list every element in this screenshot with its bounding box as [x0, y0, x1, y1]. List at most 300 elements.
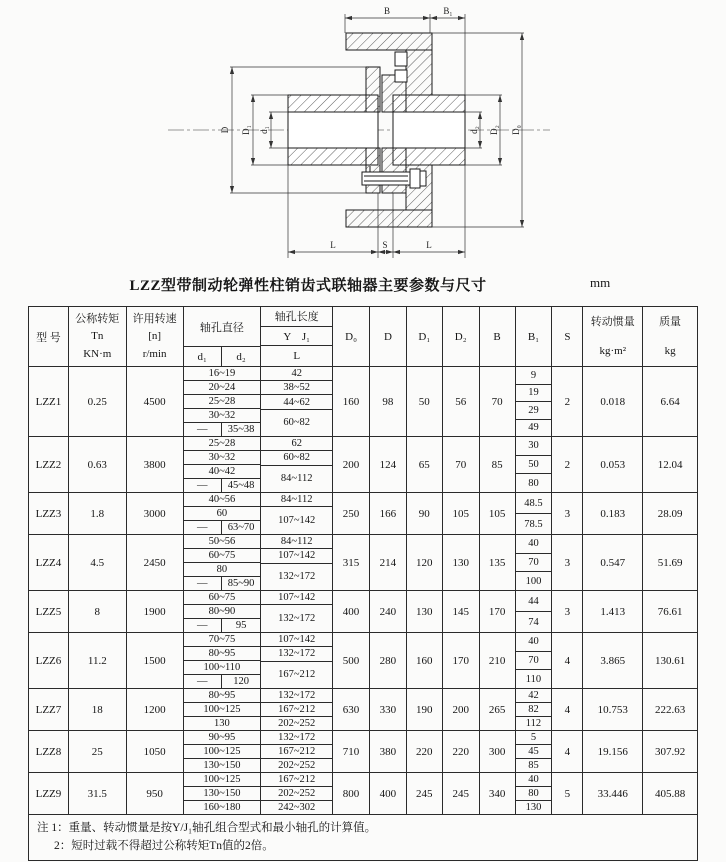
length-column [261, 535, 333, 590]
d0-cell: 710 [333, 731, 370, 772]
bore-range: 60~75 [208, 550, 236, 561]
inertia-cell: 1.413 [583, 591, 643, 632]
length-cell: 132~172 [278, 613, 316, 625]
length-column [261, 731, 333, 772]
header-mass-line2: kg [664, 345, 676, 358]
b1-cell: 45 [516, 745, 552, 759]
bore-subrow [184, 633, 261, 647]
length-column [261, 367, 333, 436]
length-cell: 242~302 [278, 802, 316, 813]
bore-column [184, 493, 262, 534]
length-column [261, 437, 333, 492]
dim-label-d: D [220, 126, 230, 134]
length-cell: 38~52 [261, 381, 332, 395]
header-dd2: D₂ [443, 307, 480, 366]
bore-subrow [184, 661, 261, 675]
b1-column [516, 535, 553, 590]
d-cell: 214 [370, 535, 407, 590]
header-d1: d₁ [184, 347, 222, 366]
brake-web-top [406, 50, 432, 95]
d2-cell: 170 [443, 633, 480, 688]
b-cell: 265 [480, 689, 516, 730]
d0-cell: 400 [333, 591, 370, 632]
bore-subrow [184, 395, 261, 409]
length-cell: 167~212 [261, 703, 332, 717]
header-l: L [293, 350, 301, 363]
table-row [29, 773, 697, 815]
d-cell: 400 [370, 773, 407, 814]
mass-cell: 6.64 [660, 395, 680, 408]
d0-cell: 315 [333, 535, 370, 590]
header-d: D [370, 307, 407, 366]
b-cell: 105 [480, 493, 516, 534]
brake-rim-top [346, 33, 432, 50]
bore-subrow [184, 437, 261, 451]
bore-range: 40~42 [208, 466, 236, 477]
length-cell: 44~62 [261, 395, 332, 409]
bore-d1: — [184, 577, 222, 590]
bore-subrow [184, 479, 261, 492]
b-cell: 70 [480, 367, 516, 436]
b1-column [516, 591, 553, 632]
b-cell: 300 [480, 731, 516, 772]
header-bore-diameter-title: 轴孔直径 [184, 307, 261, 347]
header-bore-length-title: 轴孔长度 [261, 307, 332, 327]
bore-range: 80~95 [208, 690, 236, 701]
dim-label-d1: d₁ [259, 126, 269, 134]
model-cell: LZZ3 [29, 493, 69, 534]
bore-d2: 45~48 [227, 480, 255, 491]
s-cell: 2 [552, 367, 583, 436]
bore-range: 20~24 [208, 382, 236, 393]
dim-label-d0: D₀ [511, 125, 521, 135]
b1-cell: 110 [525, 673, 542, 685]
bore-subrow [184, 605, 261, 619]
b-cell: 340 [480, 773, 516, 814]
left-flange [366, 67, 380, 112]
header-dd1: D₁ [407, 307, 443, 366]
s-cell: 3 [552, 535, 583, 590]
b1-column [516, 689, 553, 730]
inertia-cell: 33.446 [583, 773, 643, 814]
note-1: 注 1：重量、转动惯量是按Y/J₁轴孔组合型式和最小轴孔的计算值。 [37, 822, 377, 834]
bore-subrow [184, 773, 261, 787]
bore-column [184, 773, 262, 814]
bore-subrow [184, 619, 261, 632]
length-cell: 107~142 [261, 591, 332, 605]
model-cell: LZZ1 [29, 367, 69, 436]
inertia-cell: 0.547 [583, 535, 643, 590]
pin-nut [410, 169, 420, 188]
table-row [29, 437, 697, 493]
pin-bolt [362, 172, 410, 185]
bore-subrow [184, 801, 261, 814]
bore-range: 100~125 [203, 746, 241, 757]
table-header [29, 307, 697, 367]
length-cell: 202~252 [278, 718, 316, 729]
d2-cell: 220 [443, 731, 480, 772]
header-bore-diameter-sub [184, 347, 261, 366]
bore-range: 100~125 [203, 774, 241, 785]
bore-subrow [184, 381, 261, 395]
bore-d2: 85~90 [227, 578, 255, 589]
bore-subrow [184, 759, 261, 772]
page-title: LZZ型带制动轮弹性柱销齿式联轴器主要参数与尺寸 [129, 278, 487, 294]
b1-cell: 70 [516, 554, 552, 573]
bore-subrow [184, 423, 261, 436]
bore-range: 160~180 [203, 802, 241, 813]
length-cell: 132~172 [261, 731, 332, 745]
speed-cell: 1050 [127, 731, 184, 772]
bore-range: 60~75 [208, 592, 236, 603]
b-cell: 210 [480, 633, 516, 688]
bore-subrow [184, 731, 261, 745]
dim-label-s: S [382, 240, 388, 250]
header-speed-line2: [n] [148, 330, 162, 343]
header-inertia-line1: 转动惯量 [590, 315, 635, 328]
length-cell: 132~172 [261, 647, 332, 661]
bore-range: 80~95 [208, 648, 236, 659]
length-cell: 132~172 [261, 689, 332, 703]
model-cell: LZZ7 [29, 689, 69, 730]
b1-cell: 40 [516, 535, 552, 554]
dim-label-d2: d₂ [469, 126, 479, 134]
length-cell: 42 [261, 367, 332, 381]
bore-subrow [184, 647, 261, 661]
bore-range: 130 [214, 718, 230, 729]
speed-cell: 1200 [127, 689, 184, 730]
bore-range: 80~90 [208, 606, 236, 617]
d-cell: 124 [370, 437, 407, 492]
d-cell: 330 [370, 689, 407, 730]
d2-cell: 130 [443, 535, 480, 590]
bore-d2: 95 [235, 620, 247, 631]
torque-cell: 1.8 [69, 493, 127, 534]
speed-cell: 1500 [127, 633, 184, 688]
bore-subrow [184, 493, 261, 507]
b1-cell: 30 [516, 437, 552, 456]
b1-cell: 40 [516, 773, 552, 787]
bore-range: 50~56 [208, 536, 236, 547]
gear-detail [395, 52, 407, 66]
d-cell: 380 [370, 731, 407, 772]
length-column [261, 591, 333, 632]
bore-range: 100~110 [203, 662, 241, 673]
torque-cell: 0.25 [69, 367, 127, 436]
b1-cell: 130 [525, 802, 542, 813]
bore-subrow [184, 689, 261, 703]
dim-label-d2-cap: D₂ [489, 125, 499, 135]
length-cell: 84~112 [280, 473, 313, 485]
b1-column [516, 493, 553, 534]
header-model: 型 号 [29, 307, 69, 366]
title-bar [0, 274, 726, 302]
length-column [261, 773, 333, 814]
bore-column [184, 437, 262, 492]
length-cell: 107~142 [278, 515, 316, 527]
torque-cell: 25 [69, 731, 127, 772]
s-cell: 3 [552, 591, 583, 632]
length-cell: 62 [261, 437, 332, 451]
d0-cell: 500 [333, 633, 370, 688]
bore-d2: 35~38 [227, 424, 255, 435]
length-cell: 107~142 [261, 633, 332, 647]
speed-cell: 950 [127, 773, 184, 814]
inertia-cell: 0.053 [583, 437, 643, 492]
bore-d1: — [184, 479, 222, 492]
header-b: B [480, 307, 516, 366]
d0-cell: 250 [333, 493, 370, 534]
header-mass-line1: 质量 [659, 315, 682, 328]
speed-cell: 2450 [127, 535, 184, 590]
d-cell: 166 [370, 493, 407, 534]
inertia-cell: 10.753 [583, 689, 643, 730]
model-cell: LZZ9 [29, 773, 69, 814]
d0-cell: 160 [333, 367, 370, 436]
d1-cell: 50 [407, 367, 443, 436]
mass-cell: 130.61 [654, 654, 686, 667]
length-cell: 167~212 [261, 773, 332, 787]
length-cell: 202~252 [278, 760, 316, 771]
table-row [29, 367, 697, 437]
model-cell: LZZ2 [29, 437, 69, 492]
bore-subrow [184, 703, 261, 717]
b1-column [516, 731, 553, 772]
d2-cell: 105 [443, 493, 480, 534]
table-row [29, 731, 697, 773]
bore-range: 16~19 [208, 368, 236, 379]
length-cell: 107~142 [261, 549, 332, 563]
header-mass [643, 307, 697, 366]
bore-range: 100~125 [203, 704, 241, 715]
dim-label-b1: B₁ [443, 6, 453, 16]
bore-range: 90~95 [208, 732, 236, 743]
d1-cell: 65 [407, 437, 443, 492]
torque-cell: 31.5 [69, 773, 127, 814]
bore-d1: — [184, 521, 222, 534]
bore-range: 70~75 [208, 634, 236, 645]
d1-cell: 190 [407, 689, 443, 730]
length-column [261, 689, 333, 730]
length-cell: 84~112 [261, 493, 332, 507]
d2-cell: 145 [443, 591, 480, 632]
b1-cell: 78.5 [524, 518, 543, 530]
bore-subrow [184, 521, 261, 534]
speed-cell: 1900 [127, 591, 184, 632]
dim-label-d1-cap: D₁ [241, 125, 251, 135]
bore-range: 60 [216, 508, 228, 519]
header-speed [127, 307, 184, 366]
table-row [29, 633, 697, 689]
d2-cell: 200 [443, 689, 480, 730]
d1-cell: 130 [407, 591, 443, 632]
coupling-section [288, 33, 465, 227]
b-cell: 85 [480, 437, 516, 492]
s-cell: 4 [552, 731, 583, 772]
d1-cell: 120 [407, 535, 443, 590]
mass-cell: 28.09 [657, 507, 683, 520]
d1-cell: 220 [407, 731, 443, 772]
bore-subrow [184, 549, 261, 563]
bore-subrow [184, 745, 261, 759]
header-speed-line3: r/min [142, 347, 167, 360]
d-cell: 240 [370, 591, 407, 632]
header-bore-diameter [184, 307, 262, 366]
dim-label-b: B [383, 6, 391, 16]
bore-subrow [184, 577, 261, 590]
bore-column [184, 731, 262, 772]
brake-rim-bottom [346, 210, 432, 227]
note-2: 2：短时过载不得超过公称转矩Tn值的2倍。 [54, 839, 274, 852]
bore-d2: 120 [233, 676, 249, 687]
mass-cell: 405.88 [654, 787, 686, 800]
bore-column [184, 535, 262, 590]
mass-cell: 307.92 [654, 745, 686, 758]
spec-table [28, 306, 698, 861]
bore-subrow [184, 591, 261, 605]
b1-cell: 48.5 [516, 493, 552, 514]
d2-cell: 56 [443, 367, 480, 436]
b1-cell: 112 [525, 718, 542, 729]
inertia-cell: 3.865 [583, 633, 643, 688]
b1-cell: 74 [528, 616, 539, 628]
header-d2: d₂ [236, 350, 246, 363]
bore-range: 80 [216, 564, 228, 575]
b-cell: 170 [480, 591, 516, 632]
d1-cell: 245 [407, 773, 443, 814]
length-column [261, 493, 333, 534]
bore-subrow [184, 367, 261, 381]
bore-range: 30~32 [208, 452, 236, 463]
length-cell: 132~172 [278, 571, 316, 583]
b1-cell: 44 [516, 591, 552, 612]
table-row [29, 535, 697, 591]
b1-cell: 29 [516, 402, 552, 420]
b1-cell: 80 [528, 477, 539, 489]
b1-cell: 42 [516, 689, 552, 703]
model-cell: LZZ8 [29, 731, 69, 772]
d2-cell: 245 [443, 773, 480, 814]
s-cell: 4 [552, 633, 583, 688]
torque-cell: 18 [69, 689, 127, 730]
model-cell: LZZ6 [29, 633, 69, 688]
b1-cell: 9 [516, 367, 552, 385]
table-body [29, 367, 697, 815]
header-torque-line1: 公称转矩 [75, 312, 120, 325]
length-column [261, 633, 333, 688]
d0-cell: 200 [333, 437, 370, 492]
bore-subrow [184, 675, 261, 688]
header-torque [69, 307, 127, 366]
length-cell: 84~112 [261, 535, 332, 549]
speed-cell: 3800 [127, 437, 184, 492]
bore-column [184, 689, 262, 730]
bore-range: 25~28 [208, 396, 236, 407]
bore-d1: — [184, 423, 222, 436]
d0-cell: 630 [333, 689, 370, 730]
b1-column [516, 773, 553, 814]
model-cell: LZZ5 [29, 591, 69, 632]
bore-d1: — [184, 619, 222, 632]
header-inertia [583, 307, 643, 366]
bore-subrow [184, 465, 261, 479]
header-s: S [552, 307, 583, 366]
header-d0: D₀ [333, 307, 370, 366]
dim-label-l-right: L [426, 240, 432, 250]
table-row [29, 493, 697, 535]
bore-subrow [184, 535, 261, 549]
d1-cell: 90 [407, 493, 443, 534]
b1-column [516, 367, 553, 436]
header-speed-line1: 许用转速 [132, 312, 177, 325]
b1-cell: 5 [516, 731, 552, 745]
table-notes [29, 815, 697, 860]
header-torque-line3: KN·m [83, 347, 112, 360]
s-cell: 2 [552, 437, 583, 492]
b1-cell: 82 [516, 703, 552, 717]
b1-column [516, 437, 553, 492]
b1-cell: 70 [516, 652, 552, 671]
d-cell: 98 [370, 367, 407, 436]
torque-cell: 8 [69, 591, 127, 632]
bore-subrow [184, 451, 261, 465]
s-cell: 3 [552, 493, 583, 534]
s-cell: 4 [552, 689, 583, 730]
length-cell: 202~252 [261, 787, 332, 801]
d-cell: 280 [370, 633, 407, 688]
mass-cell: 51.69 [657, 556, 683, 569]
b-cell: 135 [480, 535, 516, 590]
table-row [29, 689, 697, 731]
bore-d2: 63~70 [227, 522, 255, 533]
header-bore-length [261, 307, 333, 366]
bore-range: 130~150 [203, 788, 241, 799]
mass-cell: 76.61 [657, 605, 683, 618]
bore-column [184, 367, 262, 436]
bore-column [184, 591, 262, 632]
bore-subrow [184, 787, 261, 801]
unit-label: mm [590, 275, 611, 290]
d2-cell: 70 [443, 437, 480, 492]
b1-cell: 50 [516, 456, 552, 475]
b1-cell: 80 [516, 787, 552, 801]
bore-range: 130~150 [203, 760, 241, 771]
b1-column [516, 633, 553, 688]
speed-cell: 3000 [127, 493, 184, 534]
mass-cell: 12.04 [657, 458, 683, 471]
b1-cell: 19 [516, 385, 552, 403]
bore-column [184, 633, 262, 688]
coupling-drawing [0, 0, 726, 272]
mass-cell: 222.63 [654, 703, 686, 716]
b1-cell: 40 [516, 633, 552, 652]
d1-cell: 160 [407, 633, 443, 688]
bore-d1: — [184, 675, 222, 688]
torque-cell: 4.5 [69, 535, 127, 590]
torque-cell: 11.2 [69, 633, 127, 688]
s-cell: 5 [552, 773, 583, 814]
bore-range: 30~32 [208, 410, 236, 421]
b1-cell: 85 [528, 760, 539, 771]
table-row [29, 591, 697, 633]
length-cell: 60~82 [261, 451, 332, 465]
inertia-cell: 19.156 [583, 731, 643, 772]
inertia-cell: 0.183 [583, 493, 643, 534]
dim-label-l-left: L [330, 240, 336, 250]
b1-cell: 100 [525, 575, 542, 587]
bore-range: 25~28 [208, 438, 236, 449]
header-yj1: Y J₁ [261, 327, 332, 347]
